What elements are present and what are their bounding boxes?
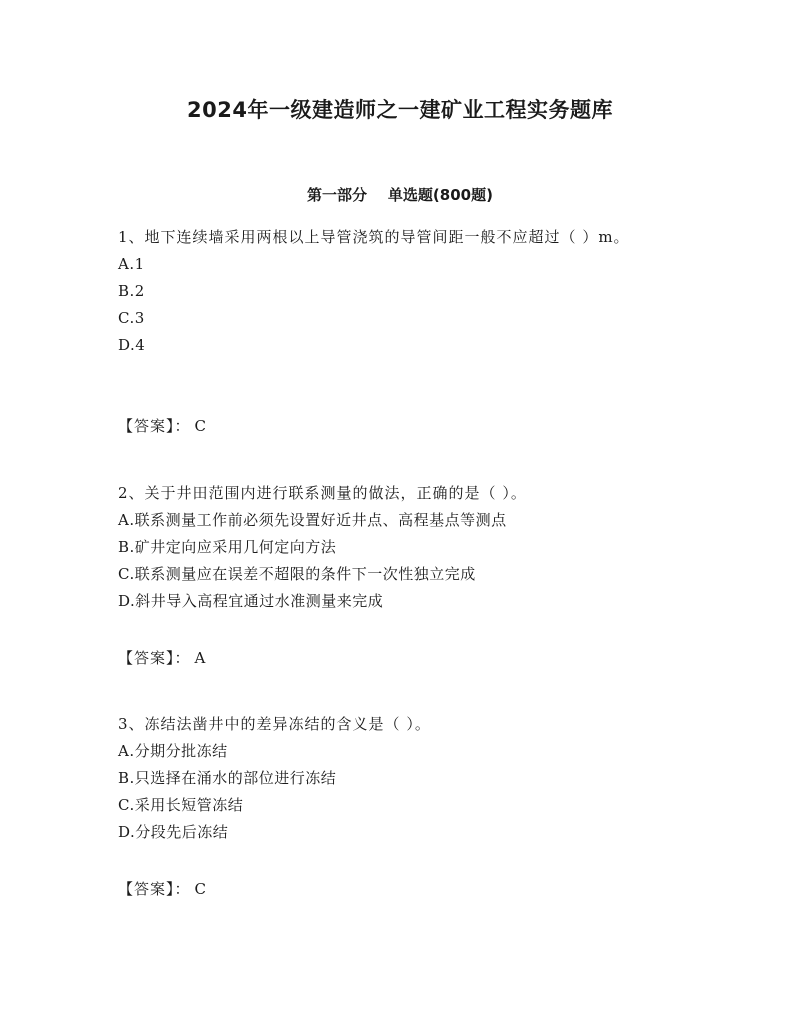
answer-value: C: [194, 417, 207, 435]
answer-label: 【答案】：: [118, 649, 191, 667]
option-c: C.3: [118, 309, 145, 327]
option-a: A.分期分批冻结: [118, 742, 228, 760]
option-b: B.2: [118, 282, 145, 300]
option-d: D.4: [118, 336, 146, 354]
answer-2: [118, 645, 206, 672]
option-c: C.联系测量应在误差不超限的条件下一次性独立完成: [118, 565, 476, 583]
option-d: D.分段先后冻结: [118, 823, 229, 841]
answer-3: [118, 876, 207, 903]
option-b: B.只选择在涌水的部位进行冻结: [118, 769, 337, 787]
question-3: [118, 711, 648, 846]
question-2: [118, 480, 648, 615]
option-a: A.联系测量工作前必须先设置好近井点、高程基点等测点: [118, 511, 507, 529]
option-c: C.采用长短管冻结: [118, 796, 244, 814]
question-text: 1、地下连续墙采用两根以上导管浇筑的导管间距一般不应超过（ ）m。: [118, 228, 630, 246]
answer-1: [118, 413, 207, 440]
option-a: A.1: [118, 255, 145, 273]
question-text: 3、冻结法凿井中的差异冻结的含义是（ ）。: [118, 715, 431, 733]
question-1: [118, 224, 648, 359]
answer-value: C: [194, 880, 207, 898]
question-text: 2、关于井田范围内进行联系测量的做法，正确的是（ ）。: [118, 484, 527, 502]
answer-value: A: [194, 649, 207, 667]
option-d: D.斜井导入高程宜通过水准测量来完成: [118, 592, 384, 610]
answer-label: 【答案】：: [118, 417, 191, 435]
document-title: 2024年一级建造师之一建矿业工程实务题库: [187, 98, 613, 122]
option-b: B.矿井定向应采用几何定向方法: [118, 538, 337, 556]
section-title: 第一部分 单选题(800题): [307, 186, 493, 204]
answer-label: 【答案】：: [118, 880, 191, 898]
